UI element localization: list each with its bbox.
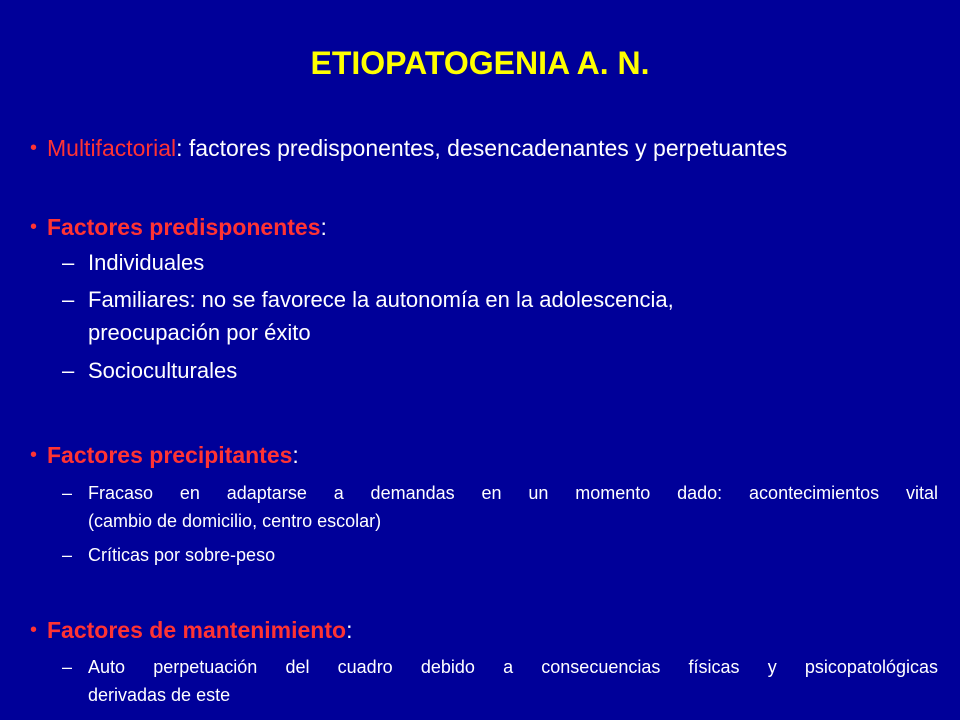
bullet-rest: : — [292, 442, 299, 468]
bullet-item-multifactorial — [0, 136, 960, 162]
bullet-text — [47, 443, 299, 467]
bullet-item-predisponentes — [0, 215, 960, 241]
bullet-text — [47, 618, 352, 642]
bullet-dot: • — [30, 137, 38, 159]
sub-text: Familiares: no se favorece la autonomía en la adolescencia, — [88, 287, 674, 312]
bullet-heading: Multifactorial — [47, 135, 177, 161]
sub-text: Críticas por sobre-peso — [88, 545, 276, 565]
bullet-dot: • — [30, 444, 38, 466]
bullet-text — [47, 215, 327, 239]
bullet-rest: : factores predisponentes, desencadenantes y perpetuantes — [176, 135, 788, 161]
sub-dash: – — [62, 545, 73, 565]
bullet-heading: Factores precipitantes — [47, 442, 293, 468]
sub-dash: – — [62, 657, 73, 677]
sub-text: Socioculturales — [88, 358, 238, 383]
bullet-rest: : — [346, 617, 353, 643]
sub-text: Auto perpetuación del cuadro debido a consecuencias físicas y psicopatológicas — [88, 657, 938, 677]
sub-text: Fracaso en adaptarse a demandas en un momento dado: acontecimientos vital — [88, 483, 938, 503]
bullet-heading: Factores de mantenimiento — [47, 617, 347, 643]
bullet-item-precipitantes — [0, 443, 960, 469]
sub-text: (cambio de domicilio, centro escolar) — [88, 511, 382, 531]
sub-text: derivadas de este — [88, 685, 231, 705]
bullet-dot: • — [30, 619, 38, 641]
bullet-dot: • — [30, 216, 38, 238]
slide-title: ETIOPATOGENIA A. N. — [310, 45, 650, 81]
sub-text: preocupación por éxito — [88, 320, 311, 345]
sub-text: Individuales — [88, 250, 205, 275]
bullet-text — [47, 136, 787, 160]
bullet-rest: : — [320, 214, 327, 240]
sub-dash: – — [62, 287, 75, 312]
sub-dash: – — [62, 250, 75, 275]
bullet-heading: Factores predisponentes — [47, 214, 321, 240]
sub-dash: – — [62, 483, 73, 503]
sub-dash: – — [62, 358, 75, 383]
bullet-item-mantenimiento — [0, 618, 960, 644]
